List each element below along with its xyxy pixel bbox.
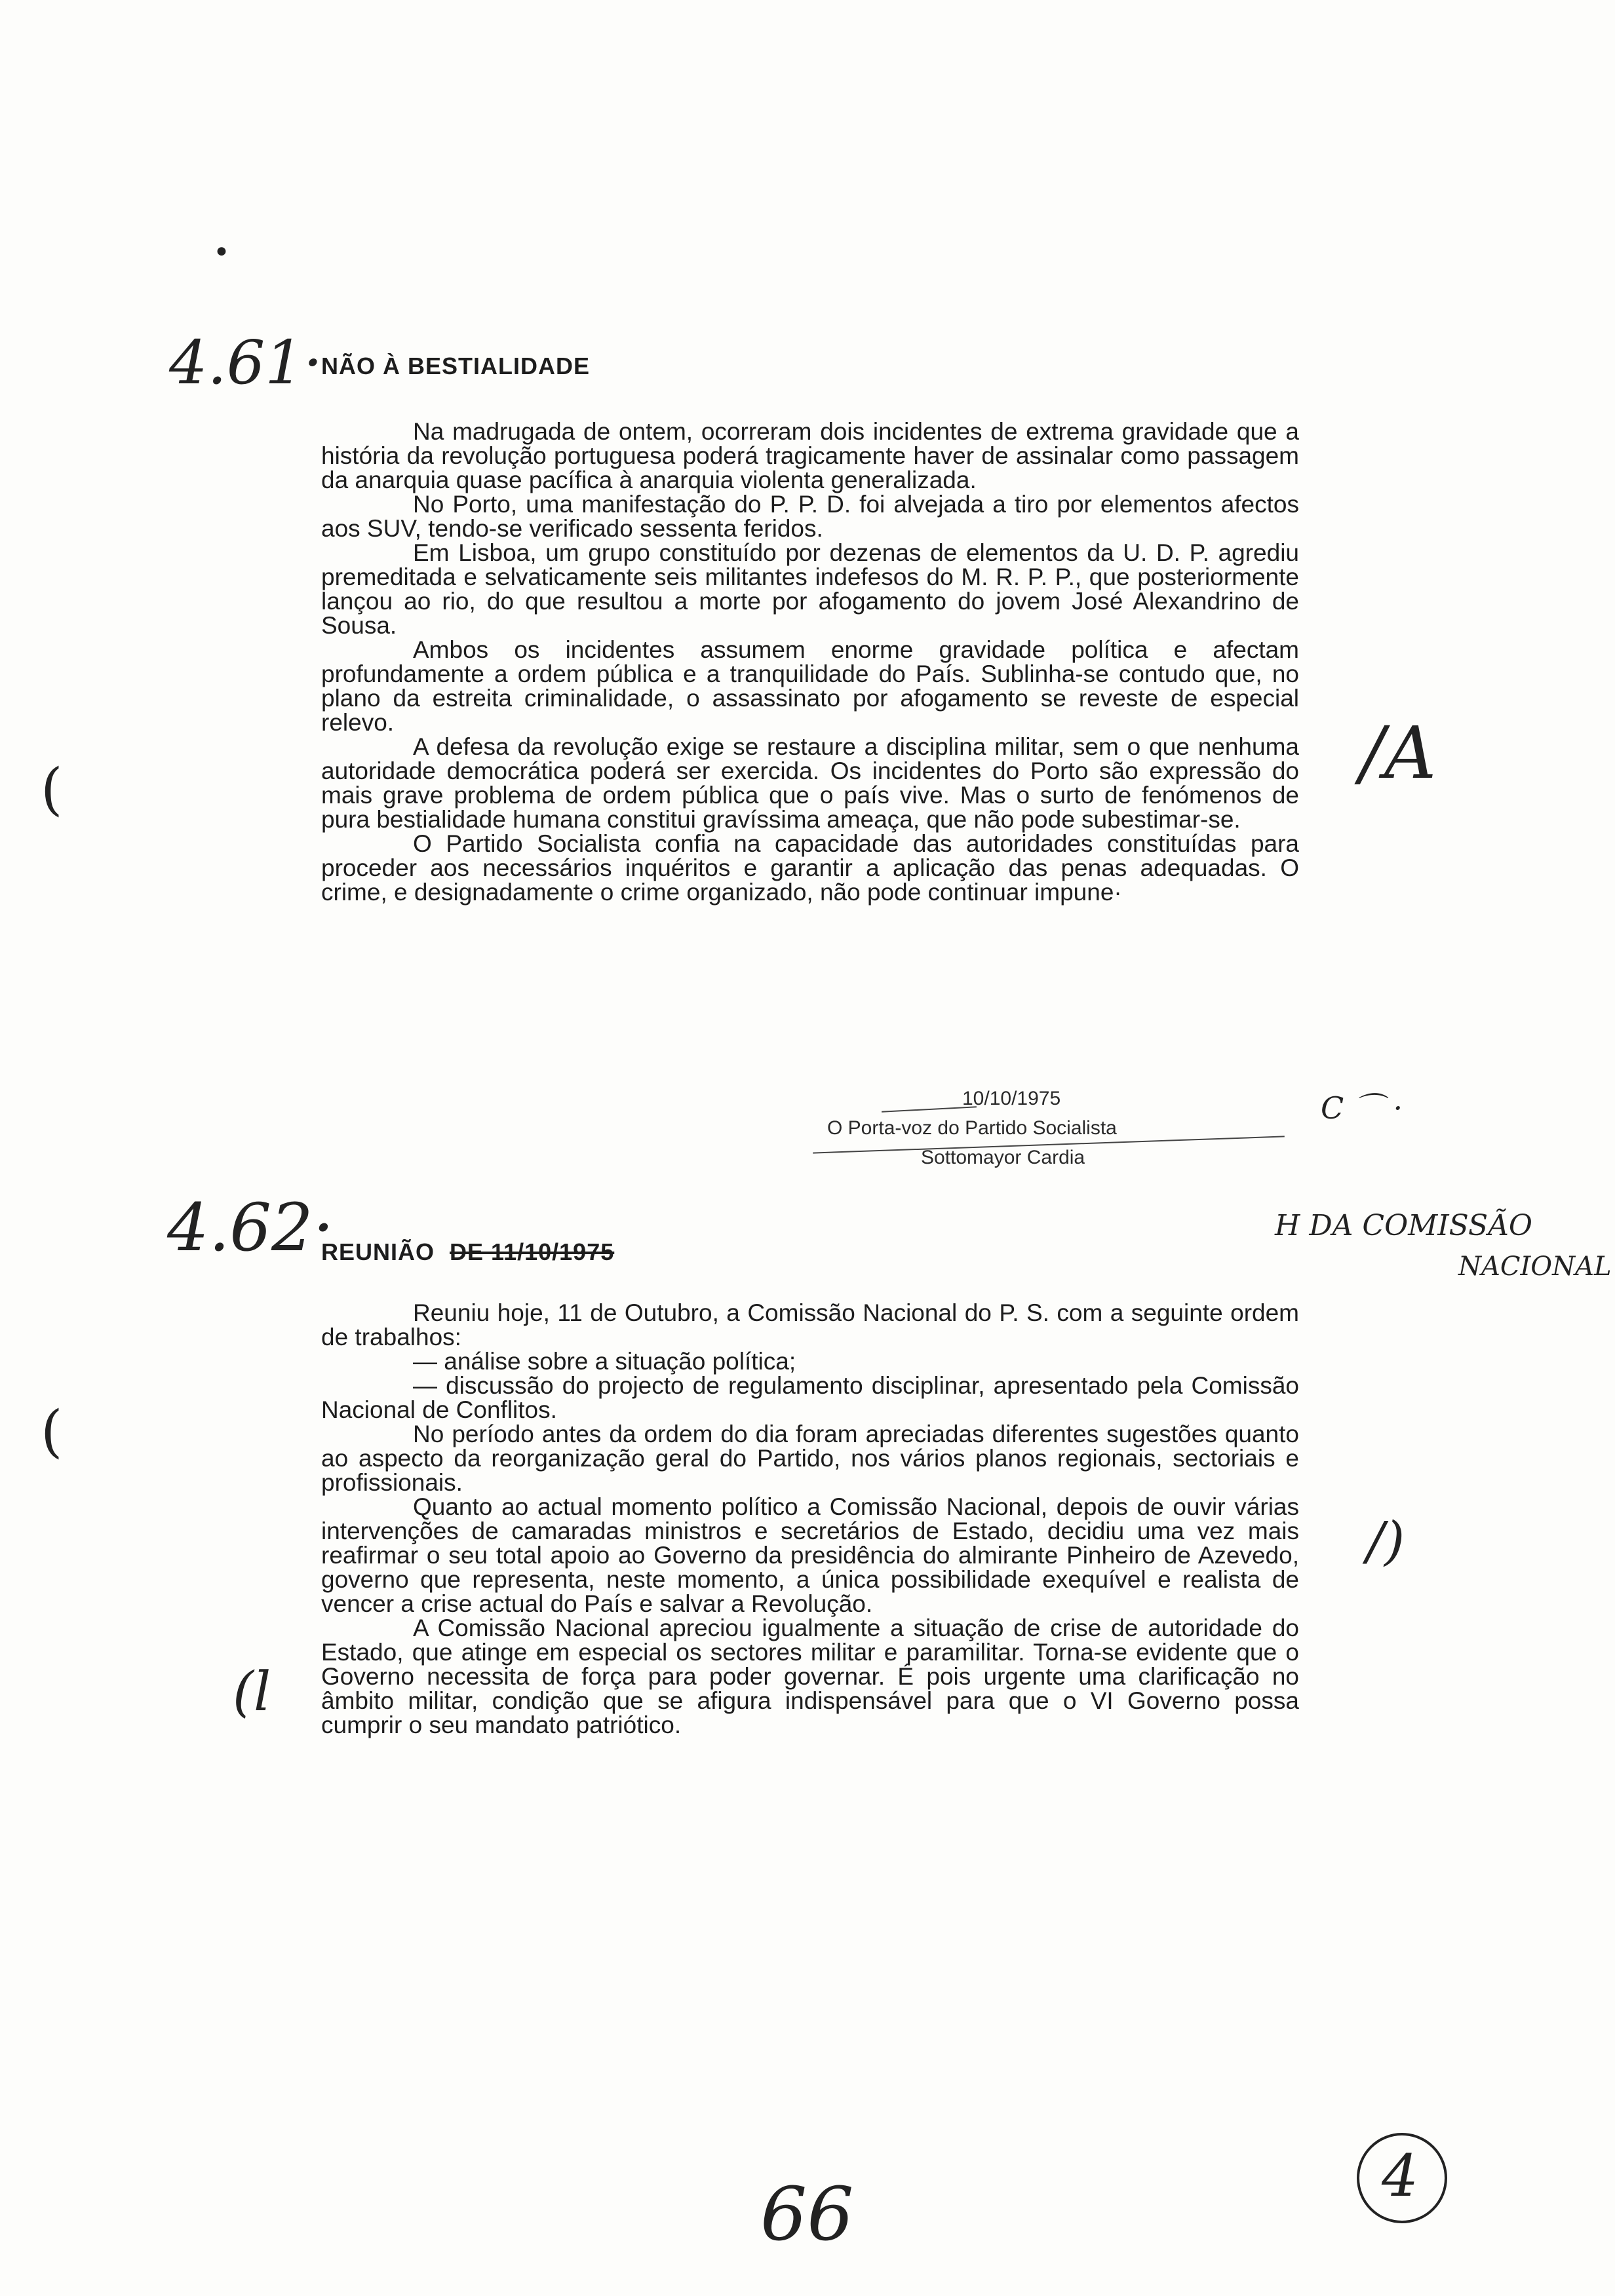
section2-paragraph-2: Quanto ao actual momento político a Comissão Nacional, depois de ouvir várias intervenções de camaradas ministros e secretários de Estado, decidiu uma vez mais reafirmar o seu total apoio ao Governo da presidência do almirante Pinheiro de Azevedo, governo que representa, neste momento, a única possibilidade exequível e realista de vencer a crise actual do País e salvar a Revolução. bbox=[321, 1493, 1299, 1617]
section1-title: NÃO À BESTIALIDADE bbox=[321, 353, 591, 379]
margin-mark-a: /A bbox=[1360, 711, 1437, 795]
margin-mark-l: (l bbox=[233, 1661, 271, 1723]
margin-note-nacional: NACIONAL bbox=[1458, 1252, 1612, 1282]
section2-intro: Reuniu hoje, 11 de Outubro, a Comissão Nacional do P. S. com a seguinte ordem de trabalhos: bbox=[321, 1299, 1299, 1350]
section2-body bbox=[321, 1301, 1299, 1737]
margin-mark-c2: ( bbox=[41, 1399, 63, 1464]
section2-paragraph-1: No período antes da ordem do dia foram apreciadas diferentes sugestões quanto ao aspecto da reorganização geral do Partido, nos vários planos regionais, sectoriais e profissionais. bbox=[321, 1421, 1299, 1496]
margin-mark-c1: ( bbox=[41, 757, 63, 822]
signature-name: Sottomayor Cardia bbox=[921, 1147, 1085, 1168]
section1-paragraph-3: Em Lisboa, um grupo constituído por dezenas de elementos da U. D. P. agrediu premeditada e selvaticamente seis militantes indefesos do M. R. P. P., que posteriormente lançou ao rio, do que resultou a morte por afogamento do jovem José Alexandrino de Sousa. bbox=[321, 539, 1299, 639]
c-scribble: C ⌒ · bbox=[1321, 1090, 1403, 1126]
section2-title bbox=[321, 1238, 614, 1266]
circled-number-4-text: 4 bbox=[1382, 2142, 1418, 2210]
section1-paragraph-1: Na madrugada de ontem, ocorreram dois incidentes de extrema gravidade que a história da revolução portuguesa poderá tragicamente haver de assinalar como passagem da anarquia quase pacífica à anarquia violenta generalizada. bbox=[321, 418, 1299, 493]
top-dot-mark: • bbox=[213, 236, 230, 269]
section1-paragraph-2: No Porto, uma manifestação do P. P. D. foi alvejada a tiro por elementos afectos aos SUV, tendo-se verificado sessenta feridos. bbox=[321, 491, 1299, 542]
page-number-66: 66 bbox=[760, 2172, 854, 2257]
signature-date: 10/10/1975 bbox=[962, 1088, 1061, 1109]
signature-role: O Porta-voz do Partido Socialista bbox=[827, 1117, 1117, 1139]
section2-item-2: — discussão do projecto de regulamento disciplinar, apresentado pela Comissão Nacional de Conflitos. bbox=[321, 1372, 1299, 1423]
section2-title-text: REUNIÃO bbox=[321, 1238, 435, 1265]
section2-title-struck: DE 11/10/1975 bbox=[450, 1238, 615, 1265]
circled-number-4 bbox=[1357, 2133, 1447, 2223]
section2-paragraph-3: A Comissão Nacional apreciou igualmente a situação de crise de autoridade do Estado, que atinge em especial os sectores militar e paramilitar. Torna-se evidente que o Governo necessita de força para poder governar. É pois urgente uma clarificação no âmbito militar, condição que se afigura indispensável para que o VI Governo possa cumprir o seu mandato patriótico. bbox=[321, 1615, 1299, 1738]
section1-paragraph-4: Ambos os incidentes assumem enorme gravidade política e afectam profundamente a ordem pública e a tranquilidade do País. Sublinha-se contudo que, no plano da estreita criminalidade, o assassinato por afogamento se reveste de especial relevo. bbox=[321, 636, 1299, 736]
section1-paragraph-6: O Partido Socialista confia na capacidade das autoridades constituídas para proceder aos necessários inquéritos e garantir a aplicação das penas adequadas. O crime, e designadamente o crime organizado, não pode continuar impune· bbox=[321, 830, 1299, 906]
handwritten-number-462: 4.62· bbox=[167, 1189, 334, 1266]
margin-note-hda: H DA COMISSÃO bbox=[1275, 1209, 1532, 1242]
section2-item-1: — análise sobre a situação política; bbox=[413, 1348, 796, 1375]
handwritten-number-461: 4.61· bbox=[169, 328, 323, 398]
section1-paragraph-5: A defesa da revolução exige se restaure a disciplina militar, sem o que nenhuma autoridade democrática poderá ser exercida. Os incidentes do Porto são expressão do mais grave problema de ordem pública que o país vive. Mas o surto de fenómenos de pura bestialidade humana constitui gravíssima ameaça, que não pode subestimar-se. bbox=[321, 733, 1299, 833]
margin-mark-b: /) bbox=[1367, 1510, 1405, 1571]
section1-body bbox=[321, 419, 1299, 904]
